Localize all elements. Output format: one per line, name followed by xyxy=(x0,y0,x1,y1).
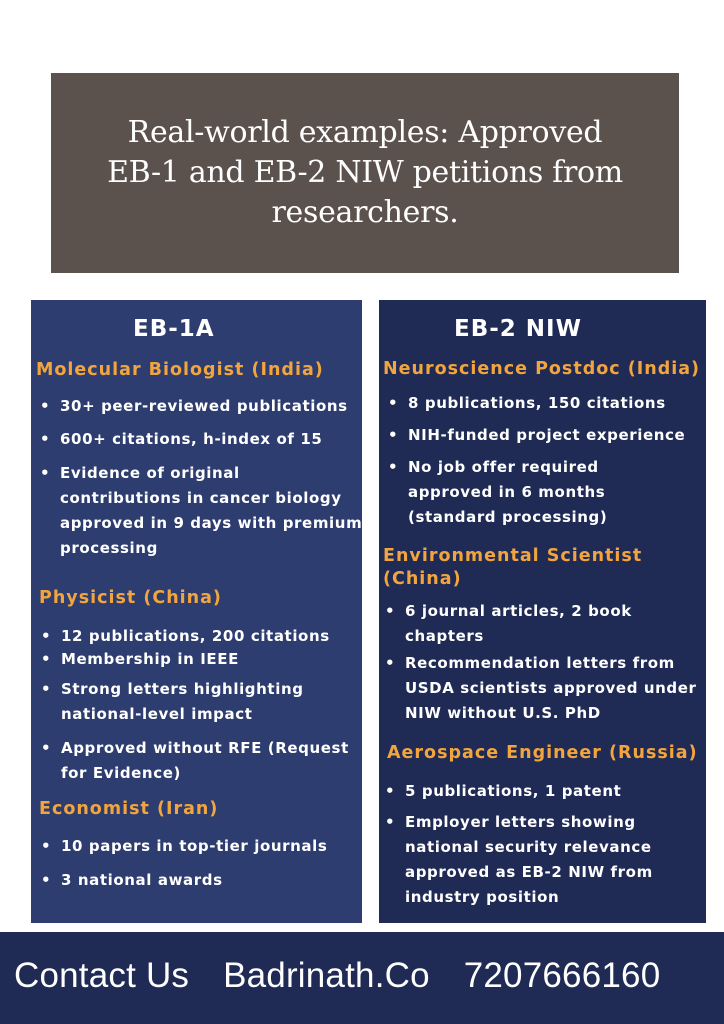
list-item: • Approved without RFE (Request for Evidence) xyxy=(41,736,362,786)
list-item: • 5 publications, 1 patent xyxy=(385,779,621,804)
contact-line xyxy=(14,956,684,996)
section-title-molecular-biologist: Molecular Biologist (India) xyxy=(36,360,324,380)
eb2-niw-column xyxy=(379,300,706,923)
list-item: • Strong letters highlighting national-level impact xyxy=(41,677,331,727)
list-item: • 30+ peer-reviewed publications xyxy=(40,394,348,419)
list-item: • 10 papers in top-tier journals xyxy=(41,834,327,859)
section-title-neuroscience-postdoc: Neuroscience Postdoc (India) xyxy=(383,359,701,379)
contact-footer xyxy=(0,932,724,1024)
website-link[interactable]: Badrinath.Co xyxy=(223,956,430,995)
section-title-economist: Economist (Iran) xyxy=(39,799,219,819)
list-item: • 12 publications, 200 citations xyxy=(41,624,330,649)
eb1a-column xyxy=(31,300,362,923)
title-banner xyxy=(51,73,679,273)
list-item: • No job offer required approved in 6 months (standard processing) xyxy=(388,455,648,530)
list-item: • NIH-funded project experience xyxy=(388,423,685,448)
section-title-environmental-scientist: Environmental Scientist (China) xyxy=(383,546,643,589)
list-item: • 6 journal articles, 2 book chapters xyxy=(385,599,695,649)
list-item: • Recommendation letters from USDA scientists approved under NIW without U.S. PhD xyxy=(385,651,705,726)
list-item: • Membership in IEEE xyxy=(41,647,239,672)
list-item: • 8 publications, 150 citations xyxy=(388,391,666,416)
page-title: Real-world examples: Approved EB-1 and EB-2 NIW petitions from researchers. xyxy=(107,115,623,230)
eb1a-heading: EB-1A xyxy=(133,316,215,342)
section-title-physicist: Physicist (China) xyxy=(39,588,222,608)
list-item: • 3 national awards xyxy=(41,868,223,893)
list-item: • Employer letters showing national security relevance approved as EB-2 NIW from industry position xyxy=(385,810,705,910)
contact-label: Contact Us xyxy=(14,956,190,995)
eb2-niw-heading: EB-2 NIW xyxy=(454,316,582,342)
phone-number[interactable]: 7207666160 xyxy=(463,956,661,995)
section-title-aerospace-engineer: Aerospace Engineer (Russia) xyxy=(387,743,698,763)
list-item: • Evidence of original contributions in cancer biology approved in 9 days with premium processing xyxy=(40,461,362,561)
list-item: • 600+ citations, h-index of 15 xyxy=(40,427,322,452)
